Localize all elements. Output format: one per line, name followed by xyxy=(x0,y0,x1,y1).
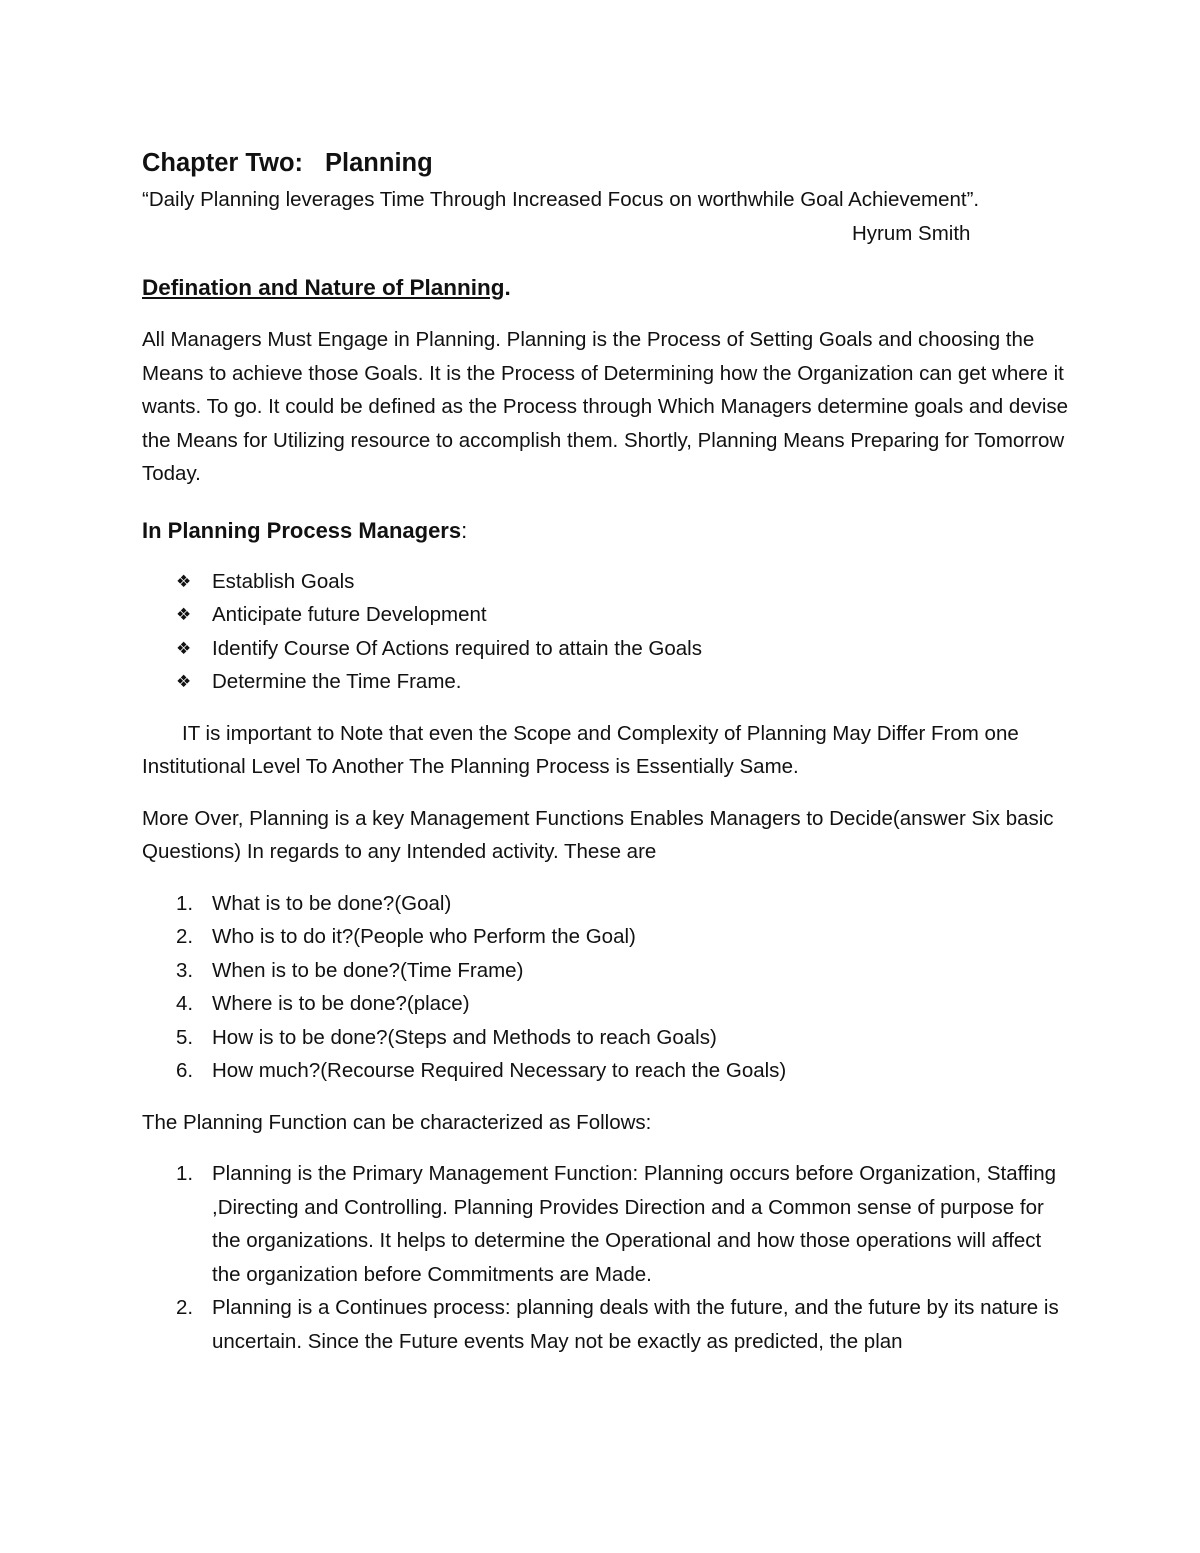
diamond-bullet-icon: ❖ xyxy=(176,672,192,691)
list-item-text: Planning is a Continues process: planning deals with the future, and the future by its nature is uncertain. Since the Future events May not be exactly as predicted, the plan xyxy=(212,1296,1059,1353)
important-paragraph-text: IT is important to Note that even the Scope and Complexity of Planning May Differ From one Institutional Level To Another The Planning Process is Essentially Same. xyxy=(142,721,1019,778)
bullet-text: Determine the Time Frame. xyxy=(212,670,462,693)
list-item xyxy=(142,632,1072,666)
list-item xyxy=(142,598,1072,632)
list-number: 1. xyxy=(176,1162,194,1185)
list-item xyxy=(142,920,1072,954)
list-item-text: Who is to do it?(People who Perform the Goal) xyxy=(212,925,636,948)
list-item-text: What is to be done?(Goal) xyxy=(212,891,452,915)
list-item xyxy=(142,887,1072,921)
list-number: 2. xyxy=(176,1296,194,1319)
bullet-text: Anticipate future Development xyxy=(212,603,487,626)
section-heading xyxy=(142,270,1072,306)
list-number: 2. xyxy=(176,925,194,948)
list-item-text: Where is to be done?(place) xyxy=(212,992,470,1015)
list-item-text: Planning is the Primary Management Function: Planning occurs before Organization, Staffing ,Directing and Controlling. Planning Provides Direction and a Common sense of purpose for the organizations. It helps to determine the Operational and how those operations will affect the organization before Commitments are Made. xyxy=(212,1162,1057,1286)
quote-attribution: Hyrum Smith xyxy=(852,221,971,245)
diamond-bullet-icon: ❖ xyxy=(176,605,192,624)
diamond-bullet-icon: ❖ xyxy=(176,638,192,658)
bullet-text: Identify Course Of Actions required to attain the Goals xyxy=(212,636,702,660)
list-number: 1. xyxy=(176,891,194,915)
diamond-bullet-icon: ❖ xyxy=(176,571,192,591)
important-paragraph xyxy=(142,717,1072,784)
list-item-text: When is to be done?(Time Frame) xyxy=(212,958,524,982)
list-item-text: How is to be done?(Steps and Methods to reach Goals) xyxy=(212,1025,717,1049)
characteristics-list xyxy=(142,1157,1072,1358)
process-heading xyxy=(142,513,1072,549)
list-number: 4. xyxy=(176,992,194,1015)
chapter-title xyxy=(142,143,1072,183)
document-body xyxy=(142,143,1072,1358)
epigraph-quote: “Daily Planning leverages Time Through Increased Focus on worthwhile Goal Achievement”. xyxy=(142,188,980,211)
list-item xyxy=(142,1054,1072,1088)
chapter-name: Planning xyxy=(325,149,433,177)
intro-paragraph: All Managers Must Engage in Planning. Planning is the Process of Setting Goals and choosing the Means to achieve those Goals. It is the Process of Determining how the Organization can get where it wants. To go. It could be defined as the Process through Which Managers determine goals and devise the Means for Utilizing resource to accomplish them. Shortly, Planning Means Preparing for Tomorrow Today. xyxy=(142,328,1069,485)
list-item xyxy=(142,665,1072,699)
questions-list xyxy=(142,887,1072,1088)
section-heading-suffix: . xyxy=(504,275,511,300)
chapter-label: Chapter Two: xyxy=(142,149,304,177)
list-item xyxy=(142,565,1072,599)
list-number: 6. xyxy=(176,1059,194,1082)
list-item-text: How much?(Recourse Required Necessary to reach the Goals) xyxy=(212,1059,787,1082)
bullet-text: Establish Goals xyxy=(212,569,355,593)
list-number: 3. xyxy=(176,958,194,982)
process-heading-text: In Planning Process Managers xyxy=(142,517,462,543)
list-item xyxy=(142,987,1072,1021)
function-paragraph: The Planning Function can be characterized as Follows: xyxy=(142,1110,652,1134)
moreover-paragraph: More Over, Planning is a key Management Functions Enables Managers to Decide(answer Six basic Questions) In regards to any Intended activity. These are xyxy=(142,806,1054,863)
list-number: 5. xyxy=(176,1025,194,1049)
process-heading-suffix: : xyxy=(461,517,468,543)
list-item xyxy=(142,1291,1072,1358)
section-heading-text: Defination and Nature of Planning xyxy=(142,275,505,300)
list-item xyxy=(142,1157,1072,1291)
list-item xyxy=(142,1021,1072,1055)
list-item xyxy=(142,954,1072,988)
process-bullet-list xyxy=(142,565,1072,699)
